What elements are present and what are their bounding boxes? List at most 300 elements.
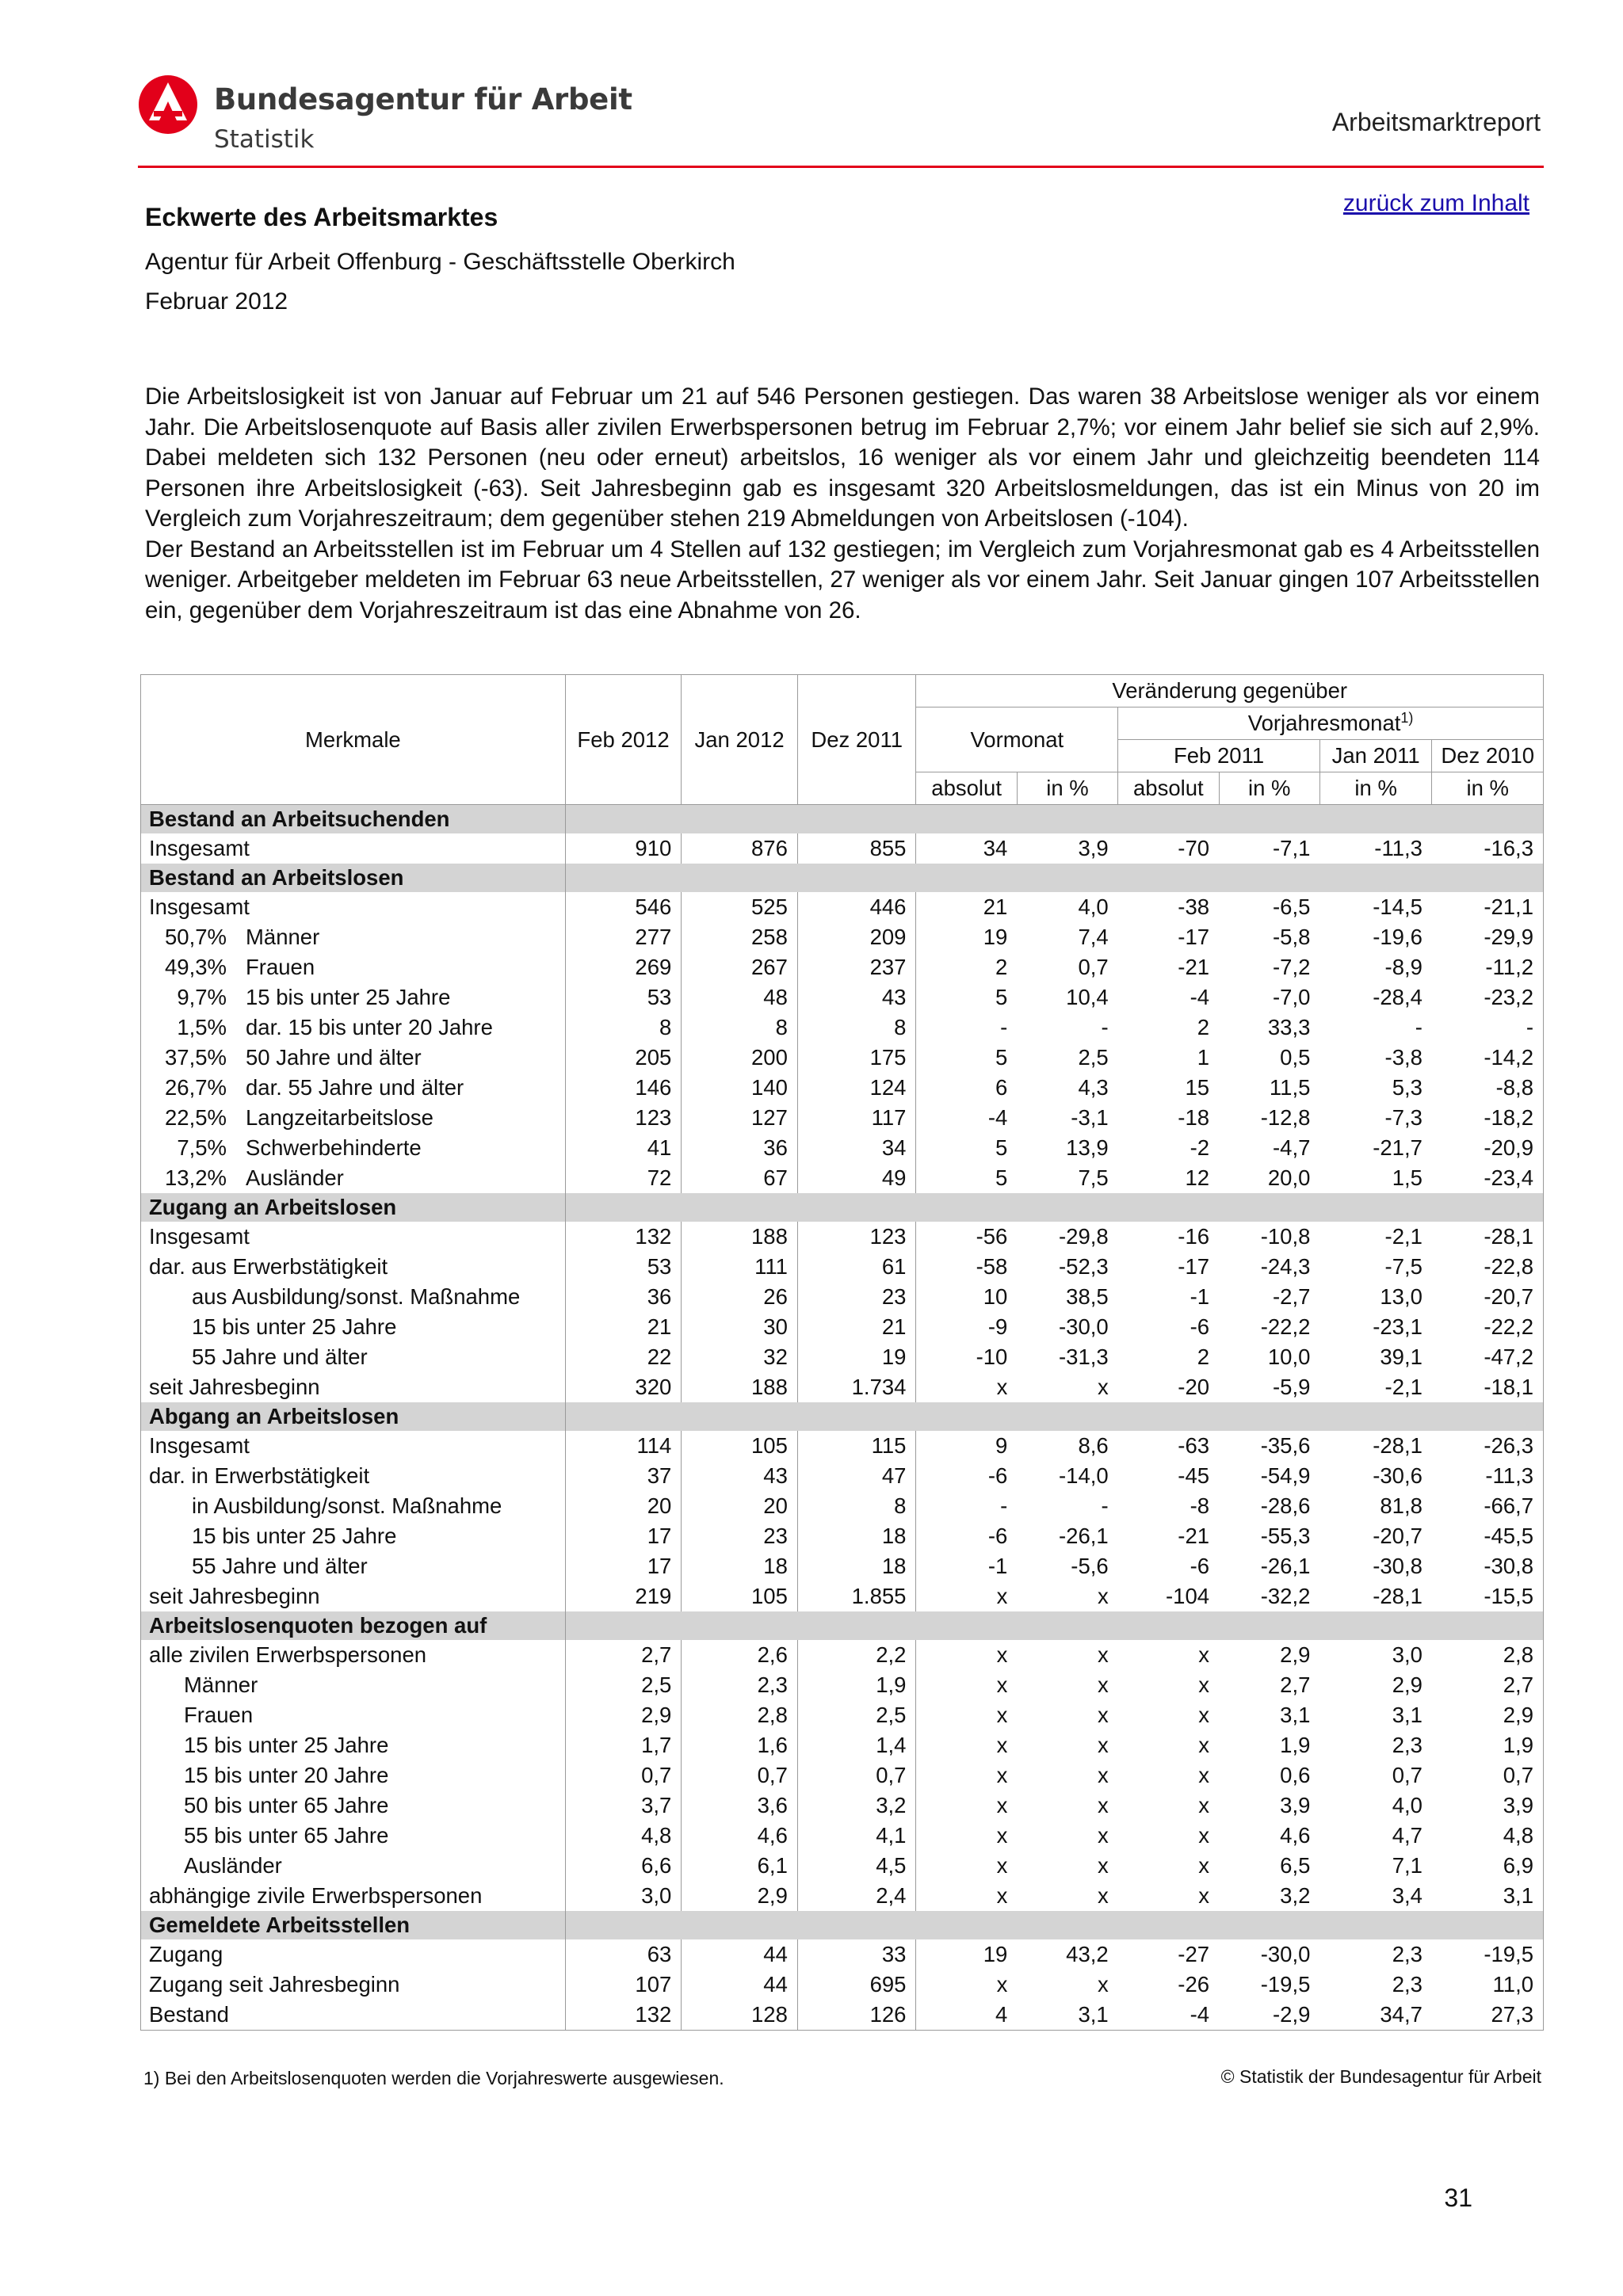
row-share-percent: 7,5% bbox=[177, 1135, 227, 1160]
section-title: Eckwerte des Arbeitsmarktes bbox=[145, 203, 498, 231]
table-cell: -6 bbox=[1190, 1554, 1210, 1578]
table-cell: x bbox=[1198, 1642, 1210, 1667]
table-cell: 1,4 bbox=[797, 1730, 916, 1760]
table-cell: 7,4 bbox=[1078, 925, 1109, 949]
table-row bbox=[141, 2000, 1544, 2031]
table-cell: 3,7 bbox=[565, 1791, 682, 1821]
row-label-cell bbox=[141, 1521, 566, 1551]
table-cell: 4,5 bbox=[797, 1851, 916, 1881]
table-cell: 8 bbox=[797, 1013, 916, 1043]
row-label: dar. in Erwerbstätigkeit bbox=[149, 1463, 370, 1488]
table-cell: -26,3 bbox=[1432, 1431, 1544, 1461]
table-cell: 3,2 bbox=[1280, 1883, 1311, 1908]
row-label-cell bbox=[141, 1581, 566, 1611]
table-cell: 7,5 bbox=[1078, 1165, 1109, 1190]
table-cell: -55,3 bbox=[1260, 1524, 1311, 1548]
table-cell: - bbox=[1101, 1493, 1109, 1518]
table-cell: -54,9 bbox=[1260, 1463, 1311, 1488]
row-label-cell bbox=[141, 1103, 566, 1133]
header-jan-2012: Jan 2012 bbox=[682, 675, 798, 805]
section-fill bbox=[565, 1402, 1543, 1431]
table-cell: 3,1 bbox=[1280, 1703, 1311, 1727]
table-cell: 2 bbox=[1197, 1015, 1210, 1039]
section-fill bbox=[565, 1193, 1543, 1222]
table-cell: x bbox=[1198, 1793, 1210, 1817]
table-cell: 13,9 bbox=[1066, 1135, 1109, 1160]
row-label: Männer bbox=[246, 925, 320, 949]
table-cell: 21 bbox=[797, 1312, 916, 1342]
table-cell: 4,7 bbox=[1392, 1823, 1423, 1848]
table-row bbox=[141, 1312, 1544, 1342]
table-cell: 32 bbox=[682, 1342, 798, 1372]
row-share-percent: 22,5% bbox=[165, 1105, 227, 1130]
table-row bbox=[141, 1222, 1544, 1252]
table-cell: -70 bbox=[1178, 836, 1210, 860]
table-cell: -11,3 bbox=[1432, 1461, 1544, 1491]
table-cell: 6,6 bbox=[565, 1851, 682, 1881]
table-cell: 0,7 bbox=[797, 1760, 916, 1791]
table-cell: -66,7 bbox=[1432, 1491, 1544, 1521]
table-cell: 11,5 bbox=[1269, 1075, 1311, 1100]
table-cell: x bbox=[916, 1821, 1017, 1851]
table-cell: x bbox=[916, 1372, 1017, 1402]
table-row bbox=[141, 1282, 1544, 1312]
table-cell: -8 bbox=[1190, 1493, 1210, 1518]
report-period: Februar 2012 bbox=[145, 288, 288, 315]
table-cell: x bbox=[1097, 1375, 1109, 1399]
table-cell: -10 bbox=[916, 1342, 1017, 1372]
table-cell: 4,8 bbox=[565, 1821, 682, 1851]
table-cell: -4 bbox=[1118, 2000, 1219, 2031]
table-cell: 175 bbox=[797, 1043, 916, 1073]
table-cell: 20,0 bbox=[1267, 1165, 1311, 1190]
row-label-cell bbox=[141, 1282, 566, 1312]
row-label: Insgesamt bbox=[149, 1224, 250, 1249]
table-row bbox=[141, 1342, 1544, 1372]
table-row bbox=[141, 833, 1544, 864]
table-cell: -22,2 bbox=[1432, 1312, 1544, 1342]
table-cell: 34 bbox=[797, 1133, 916, 1163]
copyright: © Statistik der Bundesagentur für Arbeit bbox=[1220, 2066, 1541, 2087]
summary-paragraph-2: Der Bestand an Arbeitsstellen ist im Februar um 4 Stellen auf 132 gestiegen; im Vergleich zum Vorjahresmonat gab es 4 Arbeitsstellen weniger. Arbeitgeber meldeten im Februar 63 neue Arbeitsstellen, 27 weniger als vor einem Jahr. Seit Januar gingen 107 Arbeitsstellen ein, gegenüber dem Vorjahreszeitraum ist das eine Abnahme von 26. bbox=[145, 536, 1540, 624]
row-label: seit Jahresbeginn bbox=[149, 1584, 320, 1608]
table-cell: 20 bbox=[682, 1491, 798, 1521]
table-cell: -4 bbox=[916, 1103, 1017, 1133]
table-cell: -9 bbox=[916, 1312, 1017, 1342]
header-jan-2011-in-pct: in % bbox=[1319, 772, 1432, 805]
table-cell: 8 bbox=[565, 1013, 682, 1043]
row-label: 15 bis unter 25 Jahre bbox=[246, 985, 451, 1009]
table-cell: 12 bbox=[1185, 1165, 1210, 1190]
table-cell: 2,5 bbox=[1078, 1045, 1109, 1070]
table-cell: x bbox=[1097, 1733, 1109, 1757]
row-label-cell bbox=[141, 1461, 566, 1491]
table-cell: x bbox=[916, 1881, 1017, 1911]
table-cell: -45,5 bbox=[1432, 1521, 1544, 1551]
section-header-row bbox=[141, 1402, 1544, 1431]
table-cell: 111 bbox=[682, 1252, 798, 1282]
table-cell: -28,1 bbox=[1432, 1222, 1544, 1252]
table-cell: 11,0 bbox=[1432, 1970, 1544, 2000]
row-label: Frauen bbox=[184, 1703, 254, 1727]
table-cell: 17 bbox=[565, 1521, 682, 1551]
row-label: in Ausbildung/sonst. Maßnahme bbox=[192, 1493, 502, 1518]
row-label-cell bbox=[141, 1163, 566, 1193]
table-row bbox=[141, 1252, 1544, 1282]
table-cell: 6,5 bbox=[1280, 1853, 1311, 1878]
table-cell: 115 bbox=[797, 1431, 916, 1461]
row-share-percent: 26,7% bbox=[165, 1075, 227, 1100]
table-cell: 123 bbox=[565, 1103, 682, 1133]
row-label: Langzeitarbeitslose bbox=[246, 1105, 433, 1130]
row-label-cell bbox=[141, 892, 566, 922]
table-cell: -6 bbox=[916, 1521, 1017, 1551]
table-cell: 200 bbox=[682, 1043, 798, 1073]
header-vorjahresmonat bbox=[1118, 707, 1544, 740]
table-cell: -7,1 bbox=[1273, 836, 1311, 860]
table-cell: 6 bbox=[916, 1073, 1017, 1103]
table-cell: 277 bbox=[565, 922, 682, 952]
table-cell: -45 bbox=[1178, 1463, 1210, 1488]
row-share-percent: 50,7% bbox=[165, 925, 227, 949]
table-cell: 2,3 bbox=[1392, 1972, 1423, 1997]
header-divider bbox=[138, 166, 1544, 168]
table-cell: 53 bbox=[565, 982, 682, 1013]
table-cell: x bbox=[1198, 1703, 1210, 1727]
table-cell: 67 bbox=[682, 1163, 798, 1193]
row-label-cell bbox=[141, 1670, 566, 1700]
table-cell: x bbox=[1097, 1672, 1109, 1697]
table-cell: x bbox=[1198, 1733, 1210, 1757]
table-row bbox=[141, 1431, 1544, 1461]
page-number: 31 bbox=[1444, 2183, 1472, 2212]
table-cell: -3,1 bbox=[1071, 1105, 1109, 1130]
table-cell: 43 bbox=[682, 1461, 798, 1491]
row-label-cell bbox=[141, 1043, 566, 1073]
table-cell: -28,1 bbox=[1373, 1433, 1423, 1458]
row-label: 15 bis unter 25 Jahre bbox=[192, 1524, 397, 1548]
table-cell: 3,4 bbox=[1392, 1883, 1423, 1908]
table-cell: 5 bbox=[916, 982, 1017, 1013]
table-cell: x bbox=[916, 1851, 1017, 1881]
section-fill bbox=[565, 1611, 1543, 1640]
table-cell: 188 bbox=[682, 1372, 798, 1402]
row-label: 50 bis unter 65 Jahre bbox=[184, 1793, 389, 1817]
row-label: Insgesamt bbox=[149, 836, 250, 860]
header-vorjahresmonat-label: Vorjahresmonat bbox=[1247, 711, 1401, 736]
table-cell: 18 bbox=[682, 1551, 798, 1581]
row-label: Männer bbox=[184, 1672, 258, 1697]
table-cell: -7,2 bbox=[1273, 955, 1311, 979]
table-cell: -28,6 bbox=[1260, 1493, 1311, 1518]
table-cell: 446 bbox=[797, 892, 916, 922]
table-cell: 5 bbox=[916, 1133, 1017, 1163]
row-label-cell bbox=[141, 1133, 566, 1163]
table-cell: 34,7 bbox=[1319, 2000, 1432, 2031]
table-cell: x bbox=[916, 1760, 1017, 1791]
table-cell: -24,3 bbox=[1260, 1254, 1311, 1279]
table-cell: 107 bbox=[565, 1970, 682, 2000]
table-cell: 2,7 bbox=[1432, 1670, 1544, 1700]
table-cell: -5,9 bbox=[1273, 1375, 1311, 1399]
section-fill bbox=[565, 805, 1543, 834]
header-vormonat-in-pct: in % bbox=[1017, 772, 1117, 805]
section-header-row bbox=[141, 864, 1544, 892]
table-cell: -1 bbox=[1190, 1284, 1210, 1309]
table-cell: 6,9 bbox=[1432, 1851, 1544, 1881]
table-cell: x bbox=[1097, 1823, 1109, 1848]
table-cell: 20 bbox=[565, 1491, 682, 1521]
table-cell: 1.855 bbox=[797, 1581, 916, 1611]
table-cell: -23,2 bbox=[1432, 982, 1544, 1013]
footnote: 1) Bei den Arbeitslosenquoten werden die Vorjahreswerte ausgewiesen. bbox=[143, 2068, 724, 2088]
table-cell: 44 bbox=[682, 1939, 798, 1970]
table-row bbox=[141, 1133, 1544, 1163]
table-cell: 8,6 bbox=[1078, 1433, 1109, 1458]
table-cell: -1 bbox=[916, 1551, 1017, 1581]
table-cell: 132 bbox=[565, 1222, 682, 1252]
row-label: dar. 55 Jahre und älter bbox=[246, 1075, 464, 1100]
table-row bbox=[141, 1491, 1544, 1521]
row-share-percent: 1,5% bbox=[177, 1015, 227, 1039]
table-cell: 219 bbox=[565, 1581, 682, 1611]
row-label-cell bbox=[141, 1342, 566, 1372]
table-cell: 267 bbox=[682, 952, 798, 982]
table-cell: 19 bbox=[916, 922, 1017, 952]
table-cell: -7,5 bbox=[1384, 1254, 1423, 1279]
table-cell: -8,9 bbox=[1384, 955, 1423, 979]
row-label: 50 Jahre und älter bbox=[246, 1045, 422, 1070]
table-cell: -3,8 bbox=[1384, 1045, 1423, 1070]
table-cell: -21 bbox=[1178, 955, 1210, 979]
table-cell: -29,8 bbox=[1059, 1224, 1109, 1249]
table-cell: 4,8 bbox=[1432, 1821, 1544, 1851]
section-label: Gemeldete Arbeitsstellen bbox=[141, 1911, 566, 1939]
table-cell: 237 bbox=[797, 952, 916, 982]
table-cell: -26,1 bbox=[1059, 1524, 1109, 1548]
table-cell: 19 bbox=[797, 1342, 916, 1372]
table-cell: 39,1 bbox=[1380, 1344, 1423, 1369]
section-label: Bestand an Arbeitsuchenden bbox=[141, 805, 566, 834]
header-dez-2010-in-pct: in % bbox=[1432, 772, 1544, 805]
row-share-percent: 13,2% bbox=[165, 1165, 227, 1190]
table-cell: -5,8 bbox=[1273, 925, 1311, 949]
table-cell: -29,9 bbox=[1432, 922, 1544, 952]
table-cell: -32,2 bbox=[1260, 1584, 1311, 1608]
table-cell: 17 bbox=[565, 1551, 682, 1581]
table-cell: 2,5 bbox=[565, 1670, 682, 1700]
summary-text bbox=[145, 382, 1540, 626]
table-cell: -30,8 bbox=[1373, 1554, 1423, 1578]
row-label-cell bbox=[141, 1551, 566, 1581]
table-cell: 1,9 bbox=[1432, 1730, 1544, 1760]
table-cell: 2,9 bbox=[1432, 1700, 1544, 1730]
table-cell: 2,3 bbox=[1392, 1733, 1423, 1757]
table-cell: 146 bbox=[565, 1073, 682, 1103]
table-cell: x bbox=[916, 1640, 1017, 1670]
table-cell: -5,6 bbox=[1071, 1554, 1109, 1578]
table-cell: -7,0 bbox=[1273, 985, 1311, 1009]
row-label: Zugang seit Jahresbeginn bbox=[149, 1972, 400, 1997]
table-row bbox=[141, 1760, 1544, 1791]
row-label: Ausländer bbox=[246, 1165, 344, 1190]
table-cell: -17 bbox=[1178, 1254, 1210, 1279]
header-vormonat: Vormonat bbox=[916, 707, 1118, 772]
table-cell: -30,0 bbox=[1059, 1314, 1109, 1339]
table-cell: 320 bbox=[565, 1372, 682, 1402]
back-to-contents-link[interactable]: zurück zum Inhalt bbox=[1342, 190, 1529, 216]
table-cell: 13,0 bbox=[1380, 1284, 1423, 1309]
table-cell: 0,7 bbox=[1432, 1760, 1544, 1791]
table-cell: -104 bbox=[1166, 1584, 1210, 1608]
row-label-cell bbox=[141, 1700, 566, 1730]
table-cell: -14,5 bbox=[1373, 894, 1423, 919]
table-cell: 188 bbox=[682, 1222, 798, 1252]
table-cell: -30,6 bbox=[1373, 1463, 1423, 1488]
table-cell: 23 bbox=[682, 1521, 798, 1551]
table-cell: -58 bbox=[916, 1252, 1017, 1282]
table-cell: -30,8 bbox=[1432, 1551, 1544, 1581]
table-cell: -16,3 bbox=[1432, 833, 1544, 864]
table-cell: 10 bbox=[916, 1282, 1017, 1312]
table-cell: 1.734 bbox=[797, 1372, 916, 1402]
table-cell: 36 bbox=[682, 1133, 798, 1163]
row-share-percent: 37,5% bbox=[165, 1045, 227, 1070]
table-cell: 123 bbox=[797, 1222, 916, 1252]
table-cell: 33,3 bbox=[1267, 1015, 1311, 1039]
header-vorjahr-absolut: absolut bbox=[1118, 772, 1219, 805]
row-label: 55 bis unter 65 Jahre bbox=[184, 1823, 389, 1848]
row-label-cell bbox=[141, 1431, 566, 1461]
table-cell: 525 bbox=[682, 892, 798, 922]
table-cell: 4 bbox=[916, 2000, 1017, 2031]
section-fill bbox=[565, 1911, 1543, 1939]
table-cell: -22,2 bbox=[1260, 1314, 1311, 1339]
table-cell: x bbox=[916, 1581, 1017, 1611]
section-header-row bbox=[141, 805, 1544, 834]
header-feb-2012: Feb 2012 bbox=[565, 675, 682, 805]
table-cell: 0,7 bbox=[1078, 955, 1109, 979]
table-cell: -35,6 bbox=[1260, 1433, 1311, 1458]
table-cell: 53 bbox=[565, 1252, 682, 1282]
table-row bbox=[141, 1551, 1544, 1581]
table-cell: 5,3 bbox=[1392, 1075, 1423, 1100]
table-cell: 4,3 bbox=[1078, 1075, 1109, 1100]
table-cell: -31,3 bbox=[1059, 1344, 1109, 1369]
row-label: alle zivilen Erwerbspersonen bbox=[149, 1642, 427, 1667]
table-row bbox=[141, 1851, 1544, 1881]
row-label-cell bbox=[141, 833, 566, 864]
table-row bbox=[141, 1043, 1544, 1073]
org-name: Bundesagentur für Arbeit bbox=[214, 82, 632, 116]
table-row bbox=[141, 1640, 1544, 1670]
table-cell: -38 bbox=[1178, 894, 1210, 919]
table-cell: -12,8 bbox=[1260, 1105, 1311, 1130]
table-cell: 6,1 bbox=[682, 1851, 798, 1881]
table-cell: - bbox=[1415, 1015, 1423, 1039]
section-label: Bestand an Arbeitslosen bbox=[141, 864, 566, 892]
table-cell: -47,2 bbox=[1432, 1342, 1544, 1372]
table-cell: 0,5 bbox=[1280, 1045, 1311, 1070]
table-cell: - bbox=[916, 1491, 1017, 1521]
table-cell: 140 bbox=[682, 1073, 798, 1103]
table-cell: 72 bbox=[565, 1163, 682, 1193]
table-cell: x bbox=[1198, 1672, 1210, 1697]
table-cell: x bbox=[1198, 1853, 1210, 1878]
table-row bbox=[141, 1970, 1544, 2000]
header-veraenderung: Veränderung gegenüber bbox=[916, 675, 1544, 707]
table-cell: -30,0 bbox=[1260, 1942, 1311, 1966]
table-cell: 37 bbox=[565, 1461, 682, 1491]
table-cell: - bbox=[1432, 1013, 1544, 1043]
table-cell: 258 bbox=[682, 922, 798, 952]
row-label-cell bbox=[141, 1013, 566, 1043]
table-cell: 49 bbox=[797, 1163, 916, 1193]
row-label: Insgesamt bbox=[149, 894, 250, 919]
row-label: Insgesamt bbox=[149, 1433, 250, 1458]
table-cell: x bbox=[916, 1730, 1017, 1760]
table-cell: -52,3 bbox=[1059, 1254, 1109, 1279]
section-label: Abgang an Arbeitslosen bbox=[141, 1402, 566, 1431]
table-cell: 47 bbox=[797, 1461, 916, 1491]
row-label-cell bbox=[141, 1372, 566, 1402]
table-cell: 3,2 bbox=[797, 1791, 916, 1821]
table-row bbox=[141, 892, 1544, 922]
table-cell: x bbox=[1097, 1642, 1109, 1667]
table-cell: 126 bbox=[797, 2000, 916, 2031]
table-cell: -2,1 bbox=[1384, 1224, 1423, 1249]
table-cell: 695 bbox=[797, 1970, 916, 2000]
row-label-cell bbox=[141, 1252, 566, 1282]
table-cell: 3,6 bbox=[682, 1791, 798, 1821]
table-cell: 3,0 bbox=[565, 1881, 682, 1911]
row-label-cell bbox=[141, 982, 566, 1013]
table-cell: 43,2 bbox=[1066, 1942, 1109, 1966]
row-label-cell bbox=[141, 1073, 566, 1103]
table-cell: x bbox=[1097, 1703, 1109, 1727]
row-label: Schwerbehinderte bbox=[246, 1135, 422, 1160]
table-cell: -19,6 bbox=[1373, 925, 1423, 949]
table-cell: -23,4 bbox=[1432, 1163, 1544, 1193]
table-cell: 127 bbox=[682, 1103, 798, 1133]
table-cell: 0,6 bbox=[1280, 1763, 1311, 1787]
table-row bbox=[141, 1700, 1544, 1730]
table-cell: 876 bbox=[682, 833, 798, 864]
row-label-cell bbox=[141, 1222, 566, 1252]
row-label: seit Jahresbeginn bbox=[149, 1375, 320, 1399]
table-cell: 8 bbox=[682, 1013, 798, 1043]
agency-name: Agentur für Arbeit Offenburg - Geschäftsstelle Oberkirch bbox=[145, 249, 735, 275]
table-cell: 124 bbox=[797, 1073, 916, 1103]
table-cell: 269 bbox=[565, 952, 682, 982]
row-label: Zugang bbox=[149, 1942, 223, 1966]
table-cell: x bbox=[916, 1791, 1017, 1821]
table-cell: 2,8 bbox=[682, 1700, 798, 1730]
row-label-cell bbox=[141, 1881, 566, 1911]
table-cell: -28,1 bbox=[1373, 1584, 1423, 1608]
table-cell: x bbox=[1097, 1853, 1109, 1878]
table-cell: -15,5 bbox=[1432, 1581, 1544, 1611]
table-cell: -23,1 bbox=[1373, 1314, 1423, 1339]
table-cell: 44 bbox=[682, 1970, 798, 2000]
table-row bbox=[141, 1581, 1544, 1611]
table-cell: 8 bbox=[797, 1491, 916, 1521]
table-cell: x bbox=[1198, 1823, 1210, 1848]
table-cell: 2,9 bbox=[565, 1700, 682, 1730]
table-cell: 2,4 bbox=[797, 1881, 916, 1911]
row-label-cell bbox=[141, 1730, 566, 1760]
table-cell: x bbox=[1097, 1883, 1109, 1908]
